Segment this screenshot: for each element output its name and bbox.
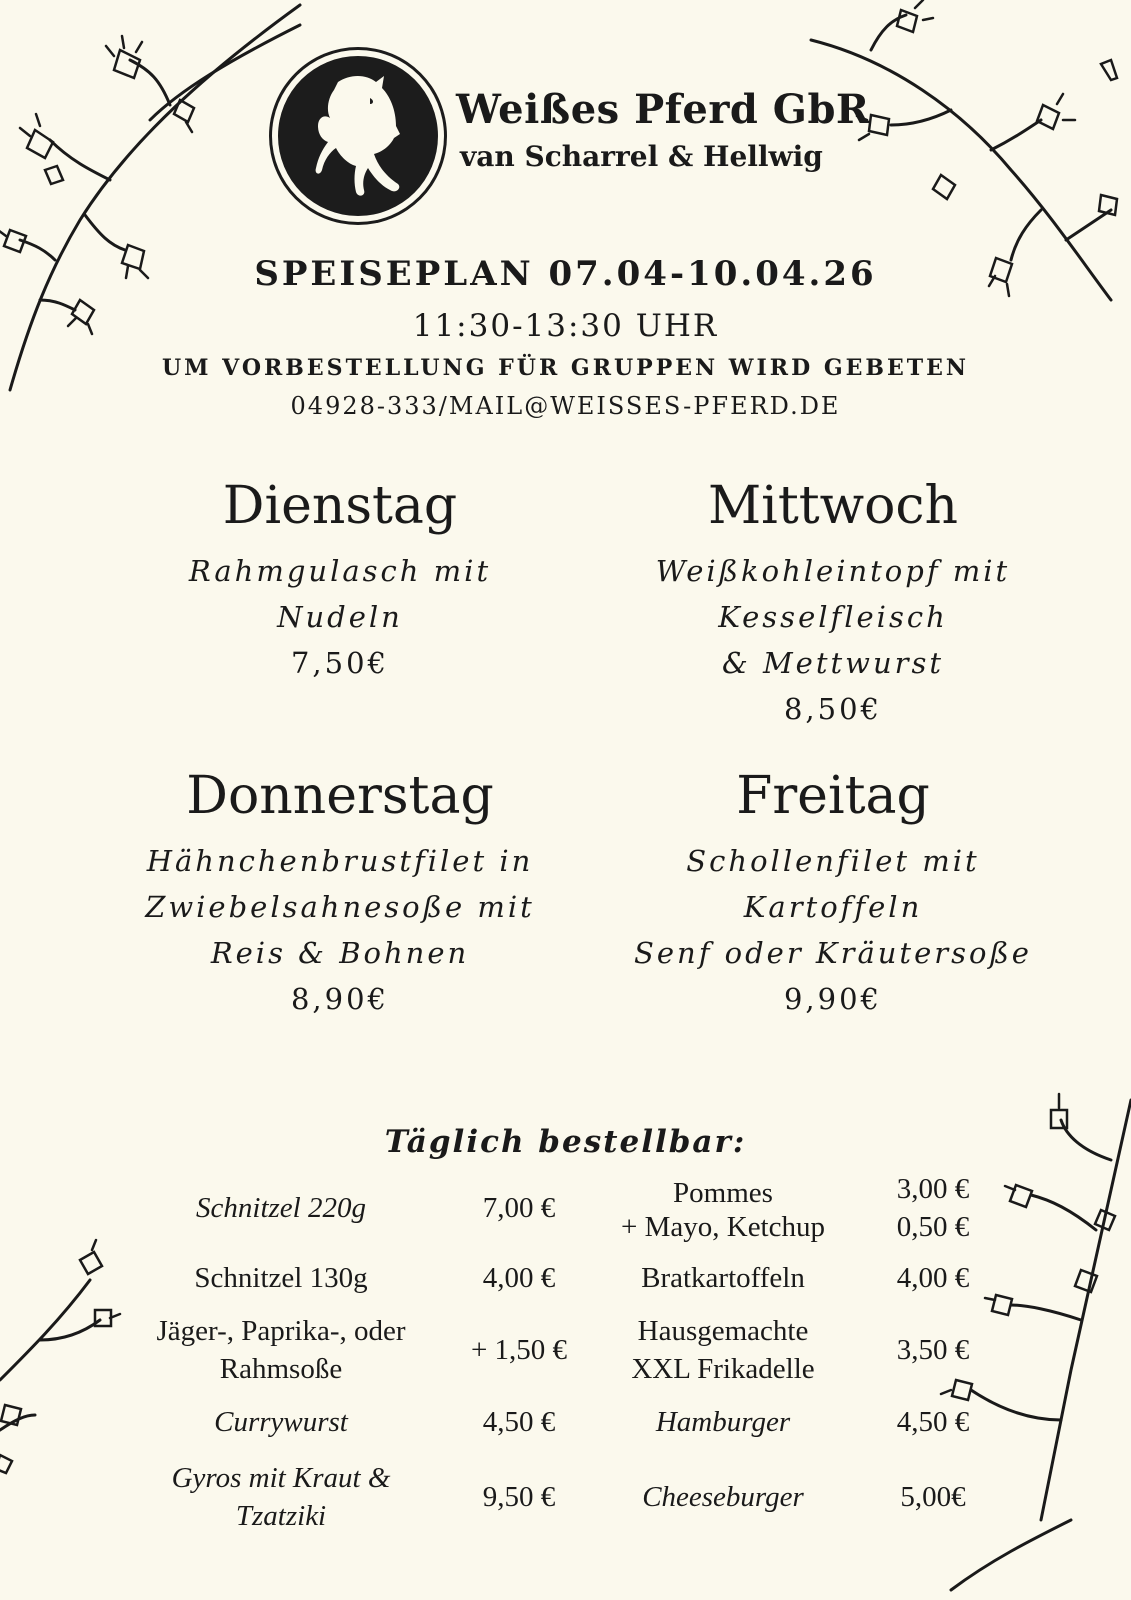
- dish-price: 9,90€: [783, 982, 883, 1016]
- brand-logo: [278, 56, 870, 216]
- dish-line: Schollenfilet mit: [686, 844, 980, 878]
- dish-line: & Mettwurst: [721, 646, 945, 680]
- dish-price: 8,50€: [783, 692, 883, 726]
- item-name: Pommes + Mayo, Ketchup: [620, 1177, 825, 1243]
- table-row: [122, 1390, 1018, 1454]
- preorder-note: UM VORBESTELLUNG FÜR GRUPPEN WIRD GEBETEN: [161, 355, 969, 381]
- item-price: + 1,50 €: [470, 1334, 568, 1366]
- item-price: 4,00 €: [896, 1262, 970, 1294]
- table-row: [122, 1310, 1018, 1390]
- day-block-freitag: [573, 766, 1093, 1022]
- dish-line: Zwiebelsahnesoße mit: [145, 890, 535, 924]
- menu-title: SPEISEPLAN 07.04-10.04.26: [254, 254, 877, 294]
- dish-line: Nudeln: [277, 600, 403, 634]
- item-price: 7,00 €: [482, 1192, 556, 1224]
- item-price: 3,50 €: [896, 1334, 970, 1366]
- item-price: 9,50 €: [482, 1481, 556, 1513]
- item-price: 5,00€: [900, 1481, 966, 1513]
- table-row: [122, 1170, 1018, 1246]
- item-name: Jäger-, Paprika-, oder Rahmsoße: [156, 1315, 406, 1385]
- day-block-dienstag: [80, 476, 600, 686]
- item-name: Bratkartoffeln: [641, 1262, 805, 1294]
- day-name: Freitag: [736, 766, 930, 826]
- item-price: 4,00 €: [482, 1262, 556, 1294]
- day-name: Dienstag: [222, 476, 458, 536]
- daily-menu-title: Täglich bestellbar:: [384, 1124, 747, 1160]
- item-price: 4,50 €: [896, 1406, 970, 1438]
- brand-name: Weißes Pferd GbR: [456, 86, 870, 133]
- day-name: Mittwoch: [707, 476, 959, 536]
- dish-line: Weißkohleintopf mit: [655, 554, 1011, 588]
- item-name: Schnitzel 130g: [194, 1262, 368, 1294]
- flower-branch-icon: [0, 1240, 130, 1490]
- item-price: 3,00 € 0,50 €: [896, 1173, 970, 1243]
- item-name: Hausgemachte XXL Frikadelle: [631, 1315, 815, 1385]
- dish-line: Senf oder Kräutersoße: [634, 936, 1032, 970]
- day-block-mittwoch: [573, 476, 1093, 732]
- day-block-donnerstag: [80, 766, 600, 1022]
- dish-line: Kartoffeln: [743, 890, 923, 924]
- table-row: [122, 1246, 1018, 1310]
- table-row: [122, 1454, 1018, 1540]
- brand-subtitle: van Scharrel & Hellwig: [460, 140, 823, 173]
- item-name: Cheeseburger: [642, 1481, 804, 1513]
- item-name: Currywurst: [214, 1406, 348, 1438]
- daily-menu-table: [122, 1170, 1018, 1540]
- item-name: Schnitzel 220g: [196, 1192, 366, 1224]
- day-name: Donnerstag: [186, 766, 494, 826]
- dish-line: Kesselfleisch: [718, 600, 948, 634]
- dish-price: 8,90€: [290, 982, 390, 1016]
- dish-line: Hähnchenbrustfilet in: [146, 844, 534, 878]
- contact-info: 04928-333/MAIL@WEISSES-PFERD.DE: [290, 392, 841, 420]
- dish-line: Rahmgulasch mit: [188, 554, 492, 588]
- opening-hours: 11:30-13:30 UHR: [412, 308, 719, 344]
- dish-price: 7,50€: [290, 646, 390, 680]
- item-name: Gyros mit Kraut & Tzatziki: [171, 1462, 391, 1532]
- dish-line: Reis & Bohnen: [210, 936, 470, 970]
- white-horse-logo-icon: [278, 56, 438, 216]
- item-name: Hamburger: [655, 1406, 791, 1438]
- item-price: 4,50 €: [482, 1406, 556, 1438]
